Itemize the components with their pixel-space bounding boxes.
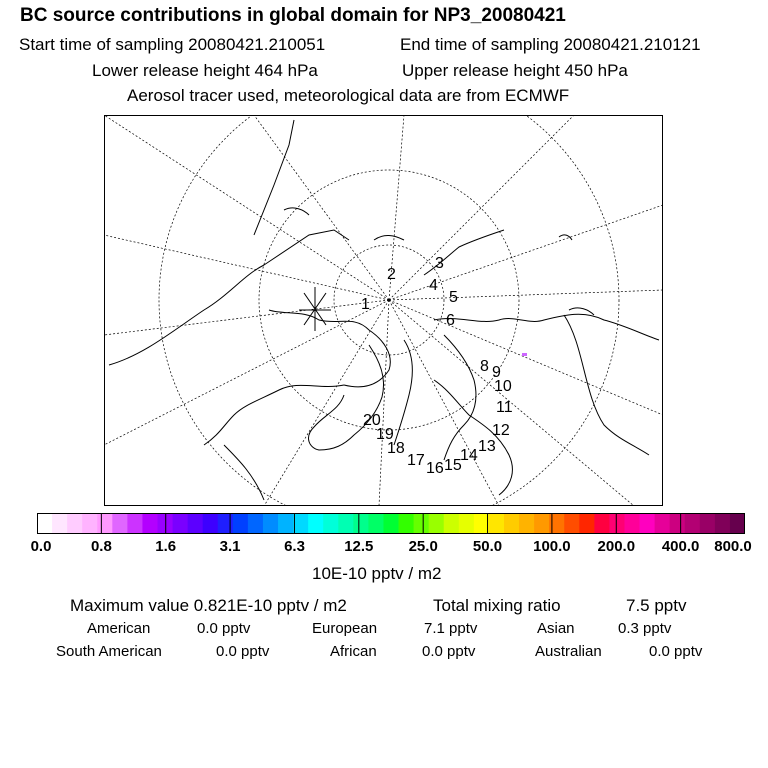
traj-label-16: 16 [426, 460, 444, 477]
colorbar-cell [474, 513, 489, 534]
traj-label-15: 15 [444, 457, 462, 474]
hotspot-cell [522, 353, 527, 356]
colorbar-cell [594, 513, 609, 534]
colorbar-cell [534, 513, 549, 534]
end-time: End time of sampling 20080421.210121 [400, 35, 701, 54]
colorbar-cell [67, 513, 82, 534]
colorbar-tick-label: 3.1 [219, 538, 241, 555]
traj-label-1: 1 [361, 296, 370, 313]
traj-label-10: 10 [494, 378, 512, 395]
colorbar-cell [730, 513, 745, 534]
colorbar-tick-label: 12.5 [344, 538, 374, 555]
colorbar-cell [368, 513, 383, 534]
colorbar-cell [263, 513, 278, 534]
colorbar-cell [218, 513, 233, 534]
colorbar-cell [52, 513, 67, 534]
colorbar-cell [414, 513, 429, 534]
traj-label-12: 12 [492, 422, 510, 439]
colorbar-cell [655, 513, 670, 534]
colorbar-cell [444, 513, 459, 534]
colorbar-cell [173, 513, 188, 534]
colorbar-cell [233, 513, 248, 534]
maximum-value: Maximum value 0.821E-10 pptv / m2 [70, 596, 347, 615]
colorbar-cell [112, 513, 127, 534]
region-european-value: 7.1 pptv [424, 620, 478, 637]
region-south-american-name: South American [56, 643, 162, 660]
region-european-name: European [312, 620, 378, 637]
colorbar-cell [685, 513, 700, 534]
colorbar-cell [353, 513, 368, 534]
colorbar-cell [519, 513, 534, 534]
colorbar-cell [323, 513, 338, 534]
colorbar-cell [429, 513, 444, 534]
colorbar-cell [504, 513, 519, 534]
colorbar-tick-label: 0.0 [30, 538, 52, 555]
colorbar-cell [82, 513, 97, 534]
region-african-value: 0.0 pptv [422, 643, 476, 660]
colorbar-cell [37, 513, 52, 534]
colorbar-cell [188, 513, 203, 534]
colorbar-tick-label: 400.0 [661, 538, 700, 555]
colorbar-cell [142, 513, 157, 534]
colorbar-cell [278, 513, 293, 534]
colorbar-tick-label: 50.0 [472, 538, 503, 555]
traj-label-2: 2 [387, 266, 396, 283]
colorbar-cell [383, 513, 398, 534]
colorbar-cell [700, 513, 715, 534]
polar-map [104, 115, 663, 506]
start-time: Start time of sampling 20080421.210051 [19, 35, 326, 54]
colorbar-cell [624, 513, 639, 534]
colorbar [37, 513, 745, 534]
colorbar-cell [248, 513, 263, 534]
colorbar-cell [293, 513, 308, 534]
traj-label-17: 17 [407, 452, 425, 469]
colorbar-cell [127, 513, 142, 534]
colorbar-tick-label: 200.0 [597, 538, 636, 555]
traj-label-6: 6 [446, 312, 455, 329]
colorbar-cell [564, 513, 579, 534]
colorbar-tick-label: 6.3 [284, 538, 305, 555]
traj-label-11: 11 [496, 399, 513, 416]
colorbar-cell [489, 513, 504, 534]
colorbar-cell [203, 513, 218, 534]
colorbar-cell [308, 513, 323, 534]
tracer-note: Aerosol tracer used, meteorological data are from ECMWF [127, 86, 570, 105]
colorbar-cell [97, 513, 112, 534]
traj-label-4: 4 [429, 277, 438, 294]
region-asian-name: Asian [537, 620, 575, 637]
traj-label-18: 18 [387, 440, 405, 457]
plot-title: BC source contributions in global domain for NP3_20080421 [20, 5, 566, 26]
traj-label-5: 5 [449, 289, 458, 306]
total-mixing-ratio-value: 7.5 pptv [626, 596, 687, 615]
colorbar-tick-label: 25.0 [408, 538, 438, 555]
colorbar-cell [338, 513, 353, 534]
colorbar-cell [640, 513, 655, 534]
colorbar-cell [579, 513, 594, 534]
region-african-name: African [330, 643, 377, 660]
region-south-american-value: 0.0 pptv [216, 643, 270, 660]
traj-label-3: 3 [435, 255, 444, 272]
colorbar-tick-label: 0.8 [90, 538, 112, 555]
traj-label-9: 9 [492, 364, 501, 381]
region-american-name: American [87, 620, 151, 637]
upper-release-height: Upper release height 450 hPa [402, 61, 628, 80]
lower-release-height: Lower release height 464 hPa [92, 61, 318, 80]
region-american-value: 0.0 pptv [197, 620, 251, 637]
traj-label-8: 8 [480, 358, 489, 375]
colorbar-units: 10E-10 pptv / m2 [312, 564, 442, 583]
traj-label-13: 13 [478, 438, 496, 455]
colorbar-cell [715, 513, 730, 534]
colorbar-tick-label: 100.0 [533, 538, 571, 555]
colorbar-cell [399, 513, 414, 534]
region-asian-value: 0.3 pptv [618, 620, 672, 637]
traj-label-19: 19 [376, 426, 394, 443]
region-australian-name: Australian [535, 643, 602, 660]
colorbar-tick-label: 800.0 [714, 538, 752, 555]
total-mixing-ratio-label: Total mixing ratio [433, 596, 561, 615]
colorbar-cell [609, 513, 624, 534]
region-australian-value: 0.0 pptv [649, 643, 703, 660]
colorbar-cell [670, 513, 685, 534]
traj-label-14: 14 [460, 447, 478, 464]
traj-label-20: 20 [363, 412, 381, 429]
colorbar-tick-label: 1.6 [155, 538, 177, 555]
colorbar-cell [459, 513, 474, 534]
map-frame [105, 116, 663, 506]
